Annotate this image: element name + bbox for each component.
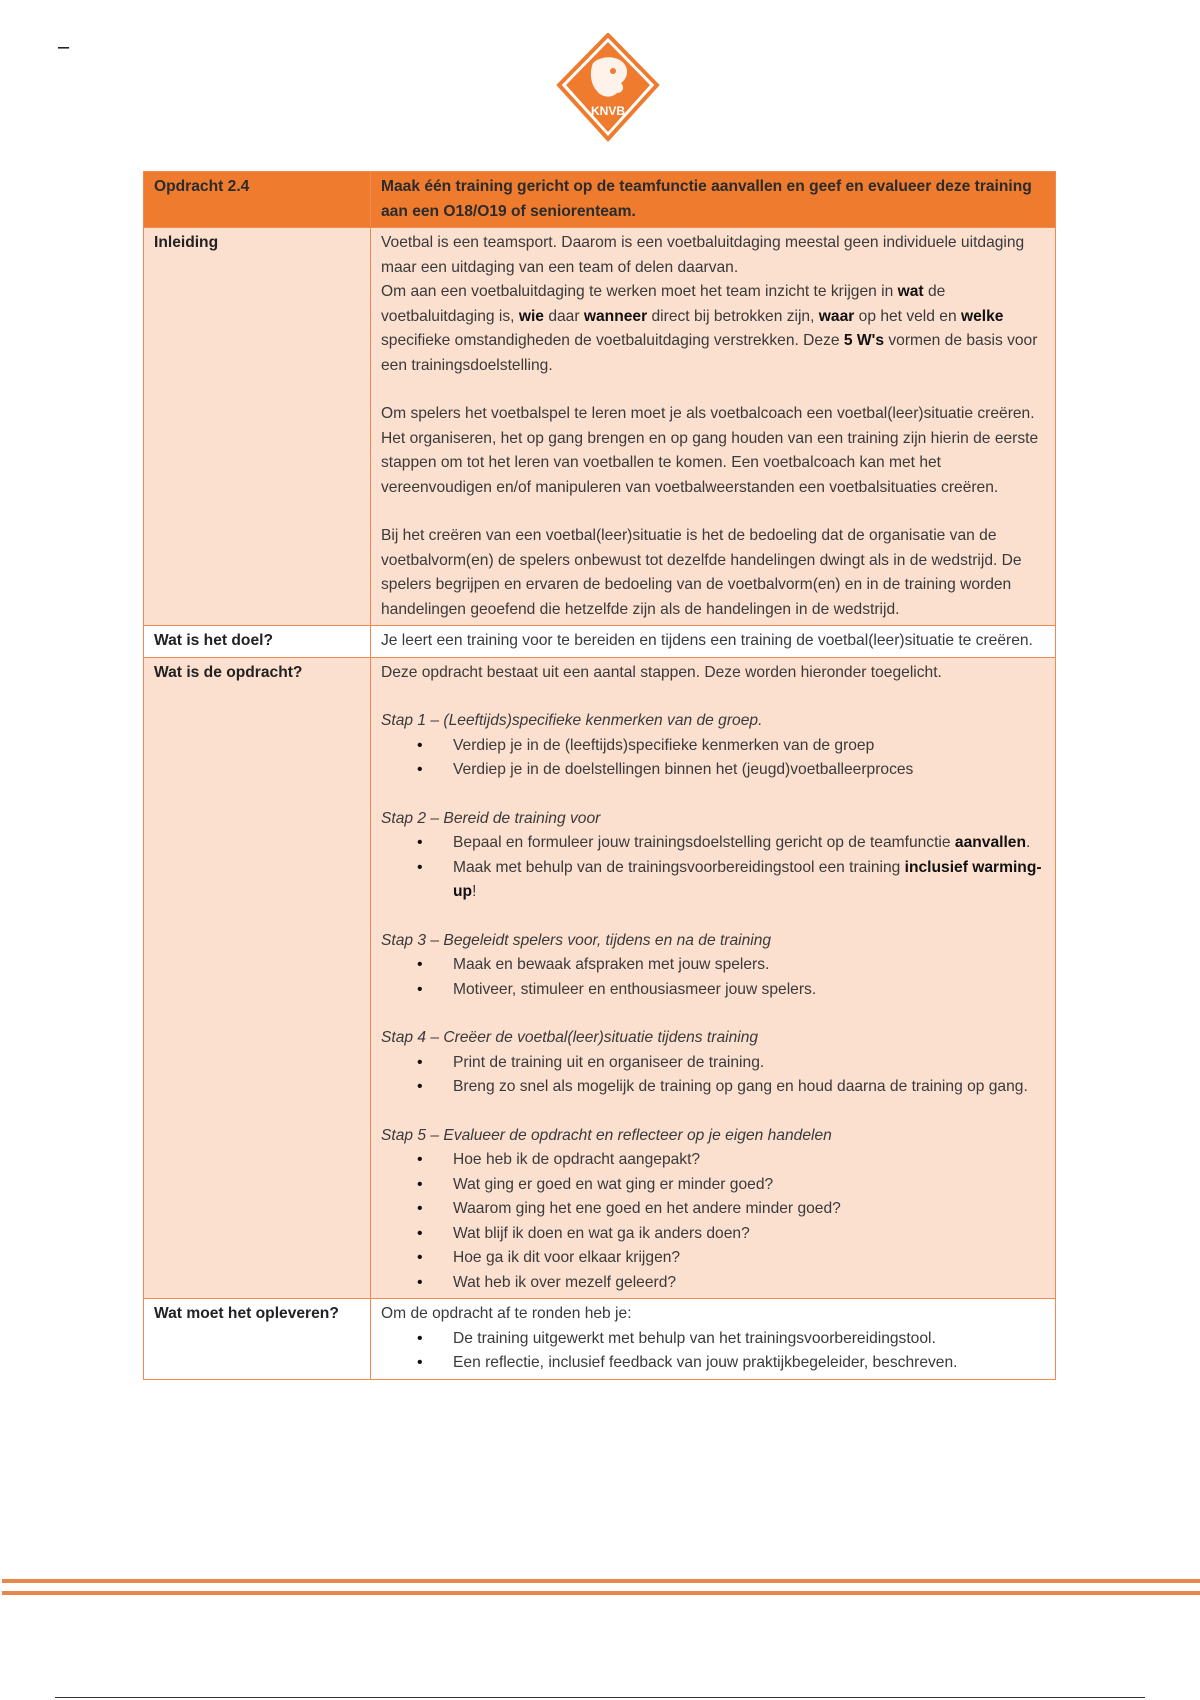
list-item: • Hoe ga ik dit voor elkaar krijgen? — [453, 1246, 1045, 1271]
stap-5-title: Stap 5 – Evalueer de opdracht en reflecteer op je eigen handelen — [381, 1126, 832, 1144]
list-item: • Verdiep je in de doelstellingen binnen het (jeugd)voetballeerproces — [453, 758, 1045, 783]
list-item: • Waarom ging het ene goed en het andere minder goed? — [453, 1197, 1045, 1222]
row-inleiding — [144, 228, 1056, 626]
row-doel — [144, 626, 1056, 658]
list-item: • Verdiep je in de (leeftijds)specifieke kenmerken van de groep — [453, 734, 1045, 759]
list-item: • Motiveer, stimuleer en enthousiasmeer jouw spelers. — [453, 978, 1045, 1003]
list-item: • Maak en bewaak afspraken met jouw spelers. — [453, 953, 1045, 978]
list-item: • Wat blijf ik doen en wat ga ik anders doen? — [453, 1222, 1045, 1247]
list-item: • Wat ging er goed en wat ging er minder goed? — [453, 1173, 1045, 1198]
list-item: • Een reflectie, inclusief feedback van jouw praktijkbegeleider, beschreven. — [453, 1351, 1045, 1376]
footer-divider-top — [2, 1579, 1200, 1583]
opdracht-intro: Deze opdracht bestaat uit een aantal stappen. Deze worden hieronder toegelicht. — [381, 663, 942, 681]
knvb-logo-icon — [555, 33, 661, 143]
assignment-title: Maak één training gericht op de teamfunctie aanvallen en geef en evalueer deze training aan een O18/O19 of seniorenteam. — [371, 172, 1056, 228]
stap-1-title: Stap 1 – (Leeftijds)specifieke kenmerken van de groep. — [381, 712, 763, 729]
list-item: • Breng zo snel als mogelijk de training op gang en houd daarna de training op gang. — [453, 1075, 1045, 1100]
stap-2-title: Stap 2 – Bereid de training voor — [381, 809, 601, 827]
page-bottom-rule — [55, 1697, 1145, 1698]
list-item: • Maak met behulp van de trainingsvoorbereidingstool een training inclusief warming-up! — [453, 856, 1045, 905]
list-item: • Bepaal en formuleer jouw trainingsdoelstelling gericht op de teamfunctie aanvallen. — [453, 831, 1045, 856]
list-item: • Print de training uit en organiseer de training. — [453, 1051, 1045, 1076]
inleiding-paragraph-2: Om aan een voetbaluitdaging te werken moet het team inzicht te krijgen in wat de voetbaluitdaging is, wie daar wanneer direct bij betrokken zijn, waar op het veld en welke specifieke omstandigheden de voetbaluitdaging verstrekken. Deze 5 W's vormen de basis voor een trainingsdoelstelling. — [381, 283, 1038, 374]
opdracht-label: Wat is de opdracht? — [144, 657, 371, 1299]
assignment-label: Opdracht 2.4 — [144, 172, 371, 228]
doel-label: Wat is het doel? — [144, 626, 371, 658]
opleveren-content — [371, 1299, 1056, 1380]
inleiding-paragraph-3: Om spelers het voetbalspel te leren moet je als voetbalcoach een voetbal(leer)situatie creëren. Het organiseren, het op gang brengen en op gang houden van een training zijn hierin de eerste stappen om tot het leren van voetballen te komen. Een voetbalcoach kan met het vereenvoudigen en/of manipuleren van voetbalweerstanden een voetbalsituaties creëren. — [381, 405, 1039, 496]
list-item: • De training uitgewerkt met behulp van het trainingsvoorbereidingstool. — [453, 1327, 1045, 1352]
stap-4-list — [381, 1051, 1045, 1100]
row-opleveren — [144, 1299, 1056, 1380]
list-item: • Wat heb ik over mezelf geleerd? — [453, 1271, 1045, 1296]
stap-4-title: Stap 4 – Creëer de voetbal(leer)situatie tijdens training — [381, 1029, 759, 1046]
assignment-table — [143, 171, 1056, 1380]
stap-1-list — [381, 734, 1045, 783]
opleveren-intro: Om de opdracht af te ronden heb je: — [381, 1305, 632, 1322]
logo-text: KNVB — [590, 104, 626, 118]
inleiding-label: Inleiding — [144, 228, 371, 626]
stap-3-title: Stap 3 – Begeleidt spelers voor, tijdens en na de training — [381, 931, 772, 949]
inleiding-content — [371, 228, 1056, 626]
footer-divider-bottom — [2, 1591, 1200, 1595]
page-dash: – — [58, 36, 70, 58]
stap-2-list — [381, 831, 1045, 905]
row-opdracht — [144, 657, 1056, 1299]
opdracht-content — [371, 657, 1056, 1299]
inleiding-paragraph-4: Bij het creëren van een voetbal(leer)situatie is het de bedoeling dat de organisatie van de voetbalvorm(en) de spelers onbewust tot dezelfde handelingen dwingt als in de wedstrijd. De spelers begrijpen en ervaren de bedoeling van de voetbalvorm(en) en in de training worden handelingen geoefend die hetzelfde zijn als de handelingen in de wedstrijd. — [381, 527, 1022, 618]
opleveren-list — [381, 1327, 1045, 1376]
stap-3-list — [381, 953, 1045, 1002]
doel-text: Je leert een training voor te bereiden en tijdens een training de voetbal(leer)situatie te creëren. — [371, 626, 1056, 658]
list-item: • Hoe heb ik de opdracht aangepakt? — [453, 1148, 1045, 1173]
opleveren-label: Wat moet het opleveren? — [144, 1299, 371, 1380]
stap-5-list — [381, 1148, 1045, 1295]
inleiding-paragraph-1: Voetbal is een teamsport. Daarom is een voetbaluitdaging meestal geen individuele uitdaging maar een uitdaging van een team of delen daarvan. — [381, 234, 1025, 276]
table-header-row — [144, 172, 1056, 228]
